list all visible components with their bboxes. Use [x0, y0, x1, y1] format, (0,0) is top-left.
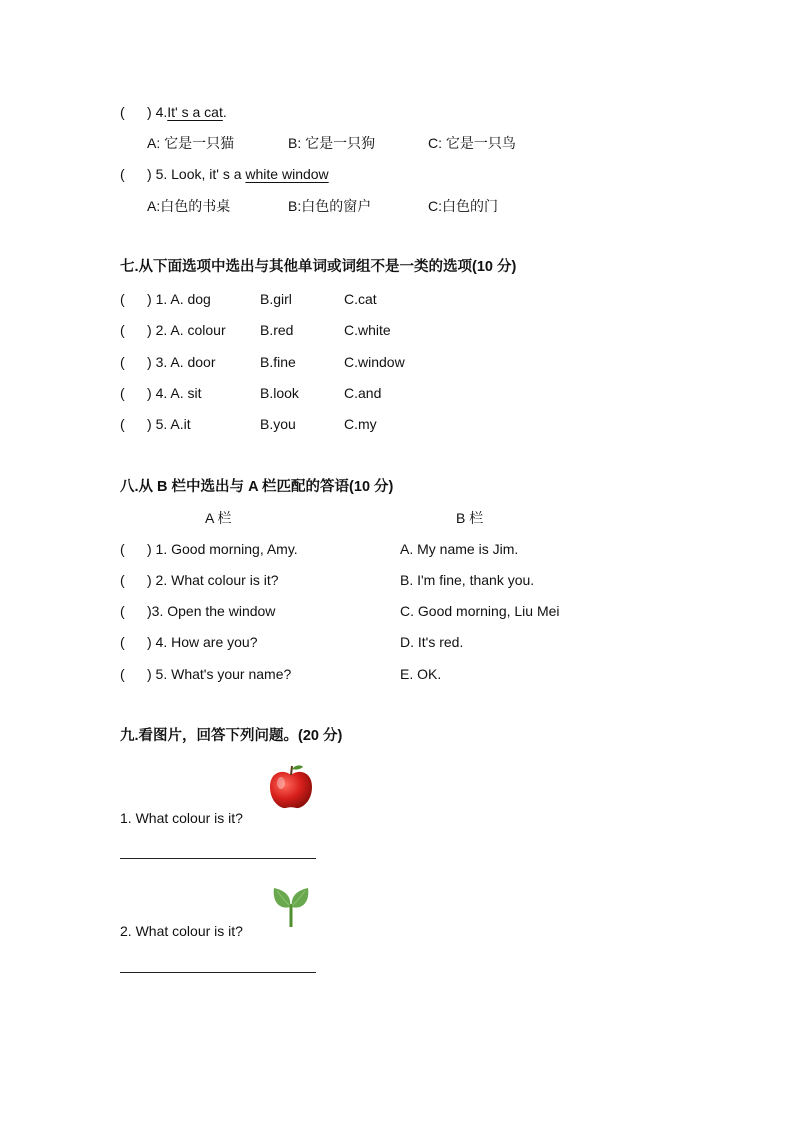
q6-4-number: 4. [155, 104, 168, 120]
q7-4-option-b: B.look [260, 385, 299, 401]
q7-2-option-b: B.red [260, 322, 294, 338]
q6-4-option-a: A: 它是一只猫 [147, 135, 235, 151]
q8-5-paren: ( [120, 666, 125, 682]
q9-2-answer-line[interactable] [120, 972, 316, 973]
q6-4-option-b: B: 它是一只狗 [288, 135, 376, 151]
q6-4-paren-open: ( [120, 104, 125, 120]
q6-5-paren-open: ( [120, 166, 125, 182]
q6-5-line [147, 164, 329, 184]
section-8-title: 八.从 B 栏中选出与 A 栏匹配的答语(10 分) [120, 479, 394, 495]
q7-1-option-c: C.cat [344, 291, 377, 307]
q7-1-option-a: ) 1. A. dog [147, 291, 211, 307]
section-9-title: 九.看图片，回答下列问题。(20 分) [120, 728, 343, 744]
q7-1-paren: ( [120, 291, 125, 307]
q9-2-question: 2. What colour is it? [120, 923, 243, 939]
q7-2-option-c: C.white [344, 322, 391, 338]
q8-5-question: ) 5. What's your name? [147, 666, 292, 682]
q8-answer-c: C. Good morning, Liu Mei [400, 603, 560, 619]
q8-4-question: ) 4. How are you? [147, 634, 258, 650]
q7-3-option-a: ) 3. A. door [147, 354, 216, 370]
q6-5-prefix: 5. Look, it' s a [155, 166, 246, 182]
q7-3-option-b: B.fine [260, 354, 296, 370]
q7-4-paren: ( [120, 385, 125, 401]
q8-1-question: ) 1. Good morning, Amy. [147, 541, 298, 557]
q8-answer-d: D. It's red. [400, 634, 464, 650]
q8-1-paren: ( [120, 541, 125, 557]
q8-4-paren: ( [120, 634, 125, 650]
q8-answer-e: E. OK. [400, 666, 442, 682]
q6-4-period: . [222, 104, 227, 120]
q7-3-option-c: C.window [344, 354, 405, 370]
paren-close: ) [147, 166, 152, 182]
q6-4-underlined-sentence: It' s a cat [167, 104, 223, 120]
column-b-header: B 栏 [456, 510, 484, 526]
paren-close: ) [147, 104, 152, 120]
q9-1-answer-line[interactable] [120, 858, 316, 859]
q6-5-option-b: B:白色的窗户 [288, 198, 372, 214]
q8-3-paren: ( [120, 603, 125, 619]
q7-5-paren: ( [120, 416, 125, 432]
q9-1-question: 1. What colour is it? [120, 810, 243, 826]
q8-2-paren: ( [120, 572, 125, 588]
q7-5-option-b: B.you [260, 416, 296, 432]
q8-answer-a: A. My name is Jim. [400, 541, 519, 557]
q8-answer-b: B. I'm fine, thank you. [400, 572, 535, 588]
q7-3-paren: ( [120, 354, 125, 370]
q7-2-paren: ( [120, 322, 125, 338]
q7-5-option-c: C.my [344, 416, 377, 432]
q6-5-option-c: C:白色的门 [428, 198, 498, 214]
leaf-sprout-icon [270, 880, 312, 928]
q8-3-question: )3. Open the window [147, 603, 276, 619]
apple-icon [266, 763, 316, 811]
q6-4-line [147, 102, 227, 122]
q7-5-option-a: ) 5. A.it [147, 416, 191, 432]
q7-4-option-a: ) 4. A. sit [147, 385, 202, 401]
q7-1-option-b: B.girl [260, 291, 292, 307]
q6-5-underlined-phrase: white window [245, 166, 329, 182]
q7-2-option-a: ) 2. A. colour [147, 322, 226, 338]
q7-4-option-c: C.and [344, 385, 382, 401]
q6-4-option-c: C: 它是一只鸟 [428, 135, 516, 151]
section-7-title: 七.从下面选项中选出与其他单词或词组不是一类的选项(10 分) [120, 259, 517, 275]
q6-5-option-a: A:白色的书桌 [147, 198, 231, 214]
q8-2-question: ) 2. What colour is it? [147, 572, 279, 588]
column-a-header: A 栏 [205, 510, 232, 526]
